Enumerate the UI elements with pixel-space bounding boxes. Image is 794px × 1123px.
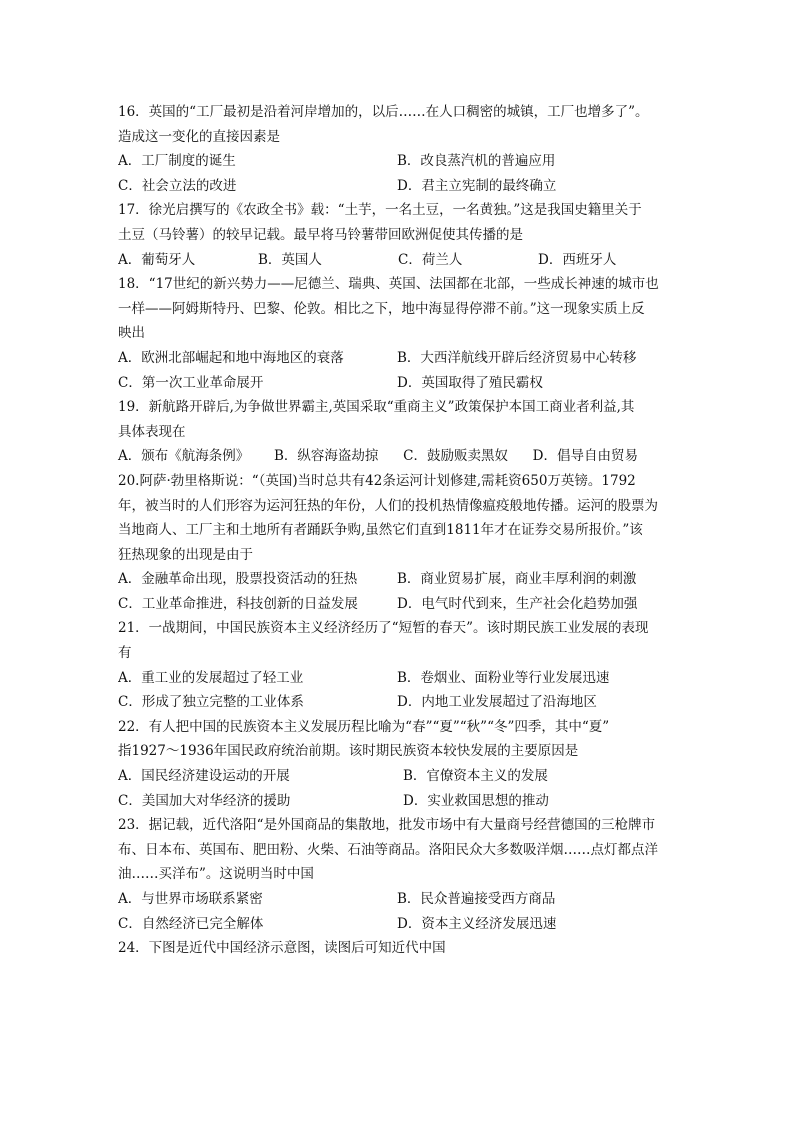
question-21-stem-line-1: 21．一战期间，中国民族资本主义经济经历了“短暂的春天”。该时期民族工业发展的表现 xyxy=(118,620,649,637)
question-23-stem-line-2: 布、日本布、英国布、肥田粉、火柴、石油等商品。洛阳民众大多数吸洋烟……点灯都点洋 xyxy=(118,841,658,858)
question-17-option-d: D．西班牙人 xyxy=(538,251,617,268)
question-20-stem-line-2: 年，被当时的人们形容为运河狂热的年份，人们的投机热情像瘟疫般地传播。运河的股票为 xyxy=(118,497,658,514)
question-list xyxy=(118,100,678,961)
question-19-stem-line-2: 具体表现在 xyxy=(118,423,186,440)
question-18-option-c: C．第一次工业革命展开 xyxy=(118,374,264,391)
question-16-option-a: A．工厂制度的诞生 xyxy=(118,153,236,170)
question-19-option-b: B．纵容海盗劫掠 xyxy=(273,448,379,465)
question-20-option-b: B．商业贸易扩展，商业丰厚利润的刺激 xyxy=(397,571,637,588)
question-16-stem-line-1: 16．英国的“工厂最初是沿着河岸增加的，以后……在人口稠密的城镇，工厂也增多了”。 xyxy=(118,104,649,120)
question-16-option-d: D．君主立宪制的最终确立 xyxy=(397,177,557,194)
question-20-stem-line-3: 当地商人、工厂主和土地所有者踊跃争购,虽然它们直到1811年才在证券交易所报价。”该 xyxy=(118,522,643,539)
question-18-option-a: A．欧洲北部崛起和地中海地区的衰落 xyxy=(118,349,344,366)
question-19 xyxy=(118,395,678,469)
question-19-option-c: C．鼓励贩卖黑奴 xyxy=(403,448,508,465)
question-23-option-d: D．资本主义经济发展迅速 xyxy=(397,915,557,932)
question-18-stem-line-3: 映出 xyxy=(118,325,145,342)
question-19-option-a: A．颁布《航海条例》 xyxy=(118,448,250,465)
question-19-option-d: D．倡导自由贸易 xyxy=(532,448,638,465)
question-23-option-c: C．自然经济已完全解体 xyxy=(118,915,264,932)
question-20-stem-line-1: 20.阿萨·勃里格斯说：“（英国)当时总共有42条运河计划修建,需耗资650万英镑。1792 xyxy=(118,472,636,489)
question-21-stem-line-2: 有 xyxy=(118,645,132,662)
question-22-stem-line-2: 指1927～1936年国民政府统治前期。该时期民族资本较快发展的主要原因是 xyxy=(118,743,579,760)
question-21 xyxy=(118,616,678,714)
question-16-option-b: B．改良蒸汽机的普遍应用 xyxy=(397,153,556,170)
question-16-option-c: C．社会立法的改进 xyxy=(118,177,237,194)
question-17-option-b: B．英国人 xyxy=(258,251,322,268)
question-23-option-b: B．民众普遍接受西方商品 xyxy=(397,891,556,907)
question-22 xyxy=(118,715,678,813)
question-17-option-a: A．葡萄牙人 xyxy=(118,251,196,268)
question-23-option-a: A．与世界市场联系紧密 xyxy=(118,891,263,907)
question-20-option-d: D．电气时代到来，生产社会化趋势加强 xyxy=(397,595,638,612)
question-23-stem-line-3: 油……买洋布”。这说明当时中国 xyxy=(118,866,314,883)
question-18-option-d: D．英国取得了殖民霸权 xyxy=(397,374,543,391)
question-24 xyxy=(118,936,678,961)
question-20-stem-line-4: 狂热现象的出现是由于 xyxy=(118,546,253,563)
question-20 xyxy=(118,469,678,617)
question-17 xyxy=(118,198,678,272)
question-21-option-d: D．内地工业发展超过了沿海地区 xyxy=(397,694,597,711)
question-23-stem-line-1: 23．据记载，近代洛阳“是外国商品的集散地，批发市场中有大量商号经营德国的三枪牌市 xyxy=(118,817,656,834)
question-17-option-c: C．荷兰人 xyxy=(398,251,463,268)
question-22-option-b: B．官僚资本主义的发展 xyxy=(403,768,548,785)
question-18-stem-line-1: 18．“17世纪的新兴势力——尼德兰、瑞典、英国、法国都在北部，一些成长神速的城市也 xyxy=(118,276,659,293)
question-22-option-d: D．实业救国思想的推动 xyxy=(403,792,549,809)
question-21-option-a: A．重工业的发展超过了轻工业 xyxy=(118,669,304,686)
question-22-stem-line-1: 22．有人把中国的民族资本主义发展历程比喻为“春”“夏”“秋”“冬”四季，其中“夏” xyxy=(118,718,610,735)
question-23 xyxy=(118,813,678,936)
question-18-stem-line-2: 一样——阿姆斯特丹、巴黎、伦敦。相比之下，地中海显得停滞不前。”这一现象实质上反 xyxy=(118,300,645,317)
question-22-option-a: A．国民经济建设运动的开展 xyxy=(118,768,290,785)
question-21-option-b: B．卷烟业、面粉业等行业发展迅速 xyxy=(397,669,610,686)
question-16 xyxy=(118,100,678,198)
question-20-option-a: A．金融革命出现，股票投资活动的狂热 xyxy=(118,571,358,588)
question-22-option-c: C．美国加大对华经济的援助 xyxy=(118,792,291,809)
question-16-stem-line-2: 造成这一变化的直接因素是 xyxy=(118,128,280,145)
question-21-option-c: C．形成了独立完整的工业体系 xyxy=(118,694,304,711)
question-17-stem-line-2: 土豆（马铃薯）的较早记载。最早将马铃薯带回欧洲促使其传播的是 xyxy=(118,226,523,243)
question-24-stem-line-1: 24．下图是近代中国经济示意图，读图后可知近代中国 xyxy=(118,940,446,957)
question-20-option-c: C．工业革命推进，科技创新的日益发展 xyxy=(118,595,358,612)
question-17-stem-line-1: 17．徐光启撰写的《农政全书》载：“土芋，一名土豆，一名黄独。”这是我国史籍里关于 xyxy=(118,202,642,219)
question-18 xyxy=(118,272,678,395)
question-19-stem-line-1: 19．新航路开辟后,为争做世界霸主,英国采取“重商主义”政策保护本国工商业者利益,其 xyxy=(118,399,635,416)
question-18-option-b: B．大西洋航线开辟后经济贸易中心转移 xyxy=(397,349,637,366)
